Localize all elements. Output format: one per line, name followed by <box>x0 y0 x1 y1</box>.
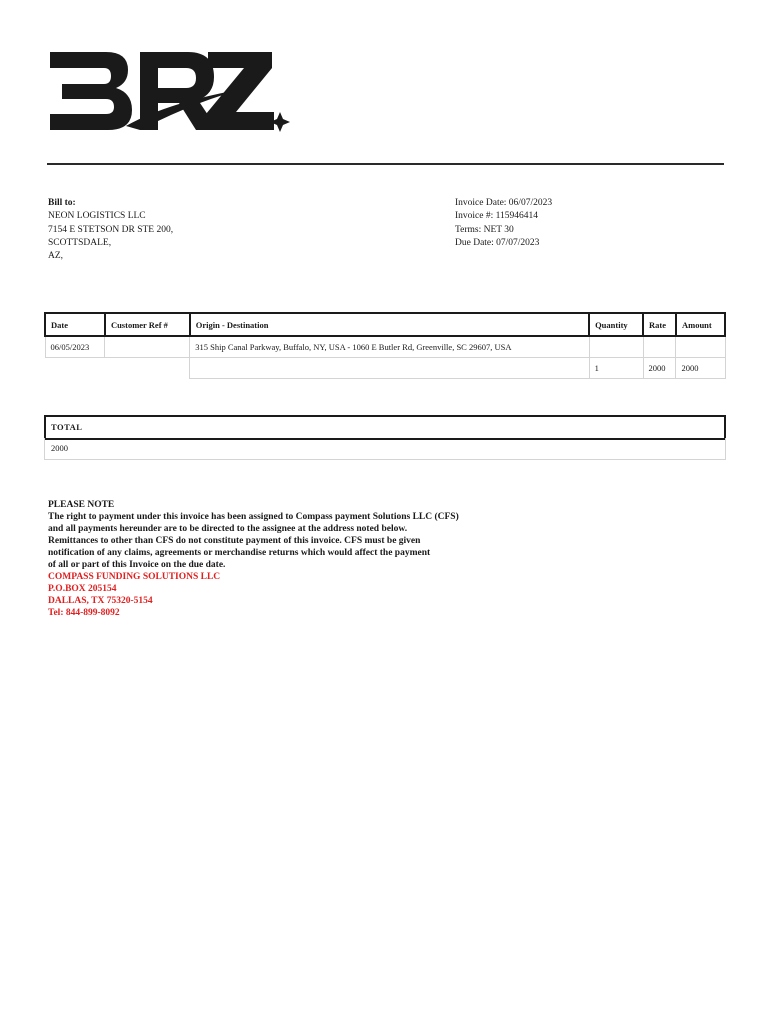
cell-empty <box>105 358 190 379</box>
cell-empty <box>45 358 105 379</box>
col-date: Date <box>45 313 105 336</box>
cell-empty <box>643 336 676 358</box>
remit-po-box: P.O.BOX 205154 <box>48 584 117 594</box>
cell-route: 315 Ship Canal Parkway, Buffalo, NY, USA - 1060 E Butler Rd, Greenville, SC 29607, USA <box>190 336 589 358</box>
cell-date: 06/05/2023 <box>45 336 105 358</box>
table-row <box>45 358 725 379</box>
col-quantity: Quantity <box>589 313 643 336</box>
col-amount: Amount <box>676 313 725 336</box>
cell-amount: 2000 <box>676 358 725 379</box>
bill-to-block <box>48 197 173 263</box>
cell-empty <box>676 336 725 358</box>
bill-to-state: AZ, <box>48 251 64 262</box>
col-rate: Rate <box>643 313 676 336</box>
col-origin-destination: Origin - Destination <box>190 313 589 336</box>
header-divider <box>47 163 724 165</box>
total-row <box>44 438 726 460</box>
cell-quantity: 1 <box>589 358 643 379</box>
invoice-meta <box>455 197 552 250</box>
cell-empty <box>190 358 589 379</box>
bill-to-name: NEON LOGISTICS LLC <box>48 211 146 222</box>
note-heading: PLEASE NOTE <box>48 500 115 510</box>
remit-city: DALLAS, TX 75320-5154 <box>48 596 153 606</box>
table-row <box>45 336 725 358</box>
total-value: 2000 <box>51 443 68 453</box>
company-logo <box>48 50 293 132</box>
total-label: TOTAL <box>51 422 83 432</box>
table-header-row <box>45 313 725 336</box>
remit-phone: Tel: 844-899-8092 <box>48 608 120 618</box>
note-line: notification of any claims, agreements or merchandise returns which would affect the payment <box>48 548 431 558</box>
payment-note <box>48 499 548 619</box>
bill-to-label: Bill to: <box>48 198 76 208</box>
bill-to-city: SCOTTSDALE, <box>48 237 112 248</box>
line-items-table <box>44 312 726 379</box>
cell-empty <box>589 336 643 358</box>
invoice-due-date: Due Date: 07/07/2023 <box>455 237 540 248</box>
remit-company: COMPASS FUNDING SOLUTIONS LLC <box>48 572 221 582</box>
cell-customer-ref <box>105 336 190 358</box>
note-line: Remittances to other than CFS do not constitute payment of this invoice. CFS must be given <box>48 536 421 546</box>
invoice-date: Invoice Date: 06/07/2023 <box>455 198 553 208</box>
note-line: and all payments hereunder are to be directed to the assignee at the address noted below. <box>48 524 408 534</box>
note-line: The right to payment under this invoice has been assigned to Compass payment Solutions LLC (CFS) <box>48 512 459 522</box>
invoice-number: Invoice #: 115946414 <box>455 211 539 222</box>
bill-to-street: 7154 E STETSON DR STE 200, <box>48 224 174 235</box>
note-line: of all or part of this Invoice on the due date. <box>48 560 226 570</box>
invoice-terms: Terms: NET 30 <box>455 224 514 235</box>
cell-rate: 2000 <box>643 358 676 379</box>
total-header <box>44 415 726 440</box>
col-customer-ref: Customer Ref # <box>105 313 190 336</box>
